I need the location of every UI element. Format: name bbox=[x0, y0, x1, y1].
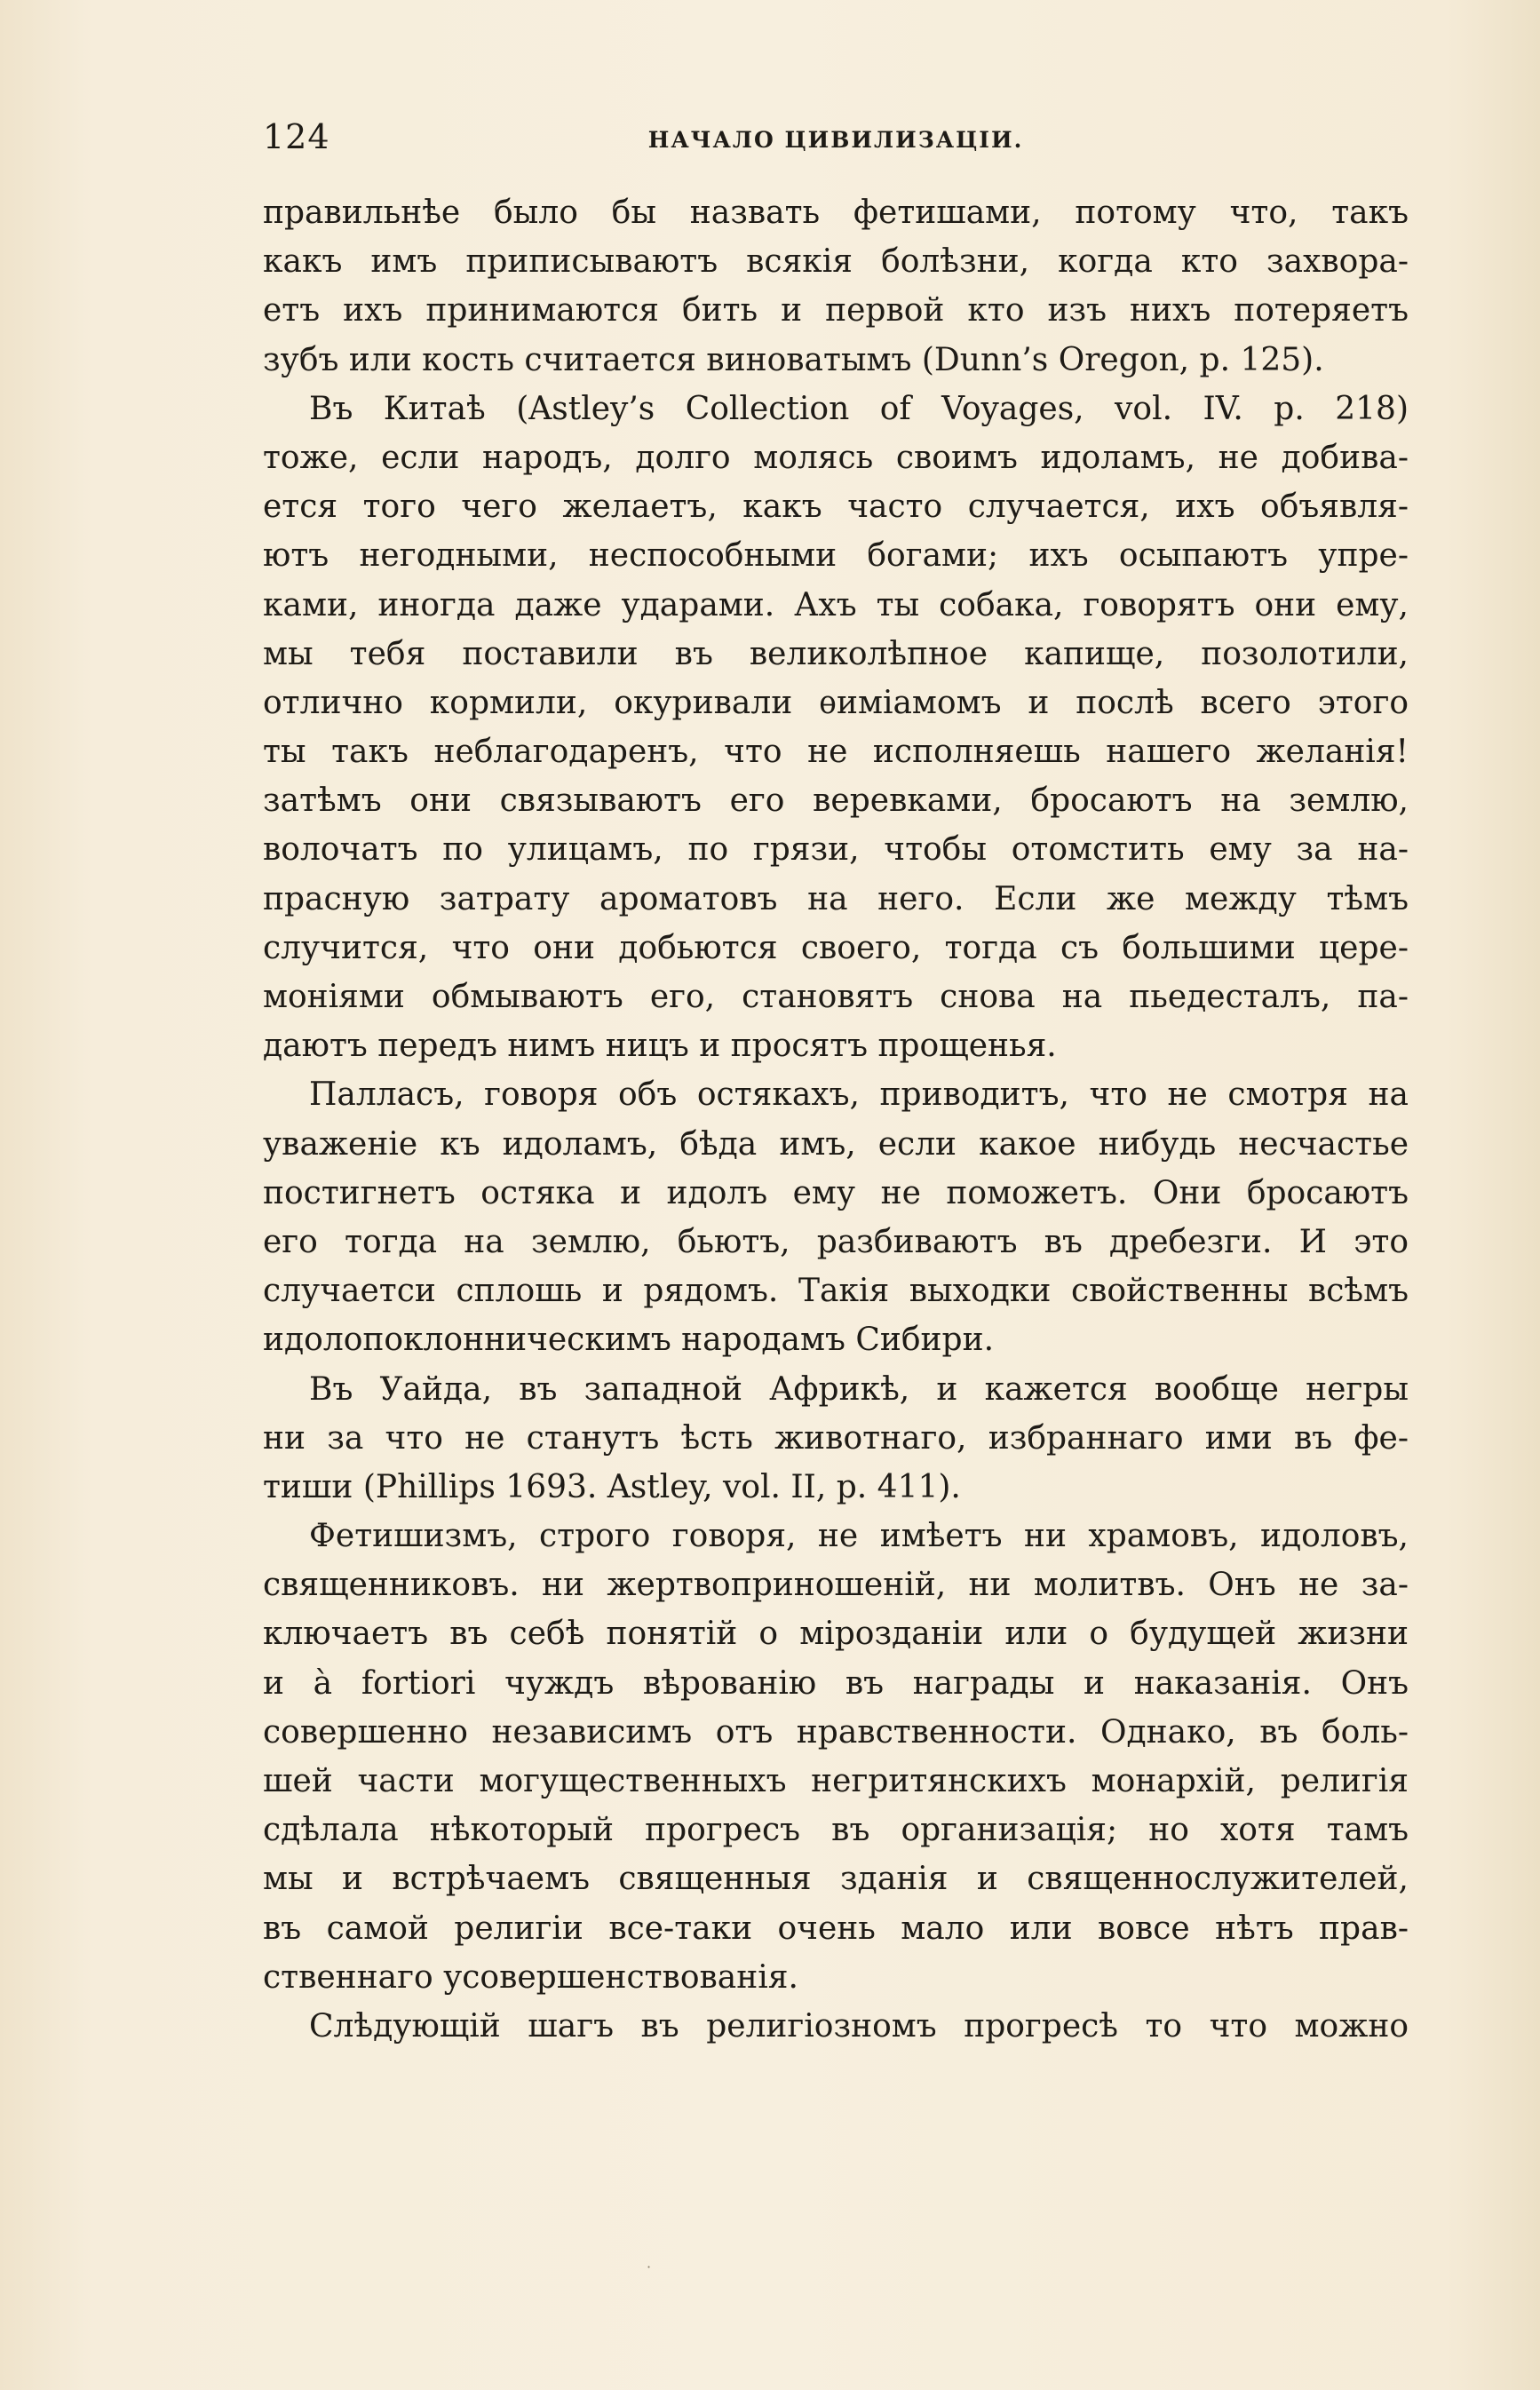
paragraph bbox=[263, 188, 1409, 385]
body-text bbox=[263, 188, 1409, 2051]
text-line: уваженіе къ идоламъ, бѣда имъ, если какое нибудь несчастье bbox=[263, 1125, 1409, 1163]
text-line: волочатъ по улицамъ, по грязи, чтобы отомстить ему за на- bbox=[263, 831, 1409, 869]
text-line: ками, иногда даже ударами. Ахъ ты собака, говорятъ они ему, bbox=[263, 586, 1409, 623]
text-line: ни за что не станутъ ѣсть животнаго, избраннаго ими въ фе- bbox=[263, 1419, 1409, 1457]
text-line: постигнетъ остяка и идолъ ему не поможетъ. Они бросаютъ bbox=[263, 1174, 1409, 1211]
paragraph bbox=[263, 1512, 1409, 2002]
text-line: какъ имъ приписываютъ всякія болѣзни, когда кто захвора- bbox=[263, 243, 1409, 281]
text-line: прасную затрату ароматовъ на него. Если же между тѣмъ bbox=[263, 880, 1409, 917]
paragraph bbox=[263, 1070, 1409, 1364]
text-line: правильнѣе было бы назвать фетишами, потому что, такъ bbox=[263, 195, 1409, 231]
text-line: идолопоклонническимъ народамъ Сибири. bbox=[263, 1322, 995, 1359]
text-line: тиши (Phillips 1693. Astley, vol. II, p. 411). bbox=[263, 1468, 961, 1505]
text-line: его тогда на землю, бьютъ, разбиваютъ въ дребезги. И это bbox=[263, 1223, 1409, 1260]
text-line: зубъ или кость считается виноватымъ (Dunn’s Oregon, p. 125). bbox=[263, 341, 1324, 378]
text-line: мы тебя поставили въ великолѣпное капище, позолотили, bbox=[263, 635, 1409, 672]
text-line: случаетси сплошь и рядомъ. Такія выходки свойственны всѣмъ bbox=[263, 1273, 1409, 1310]
text-line: ственнаго усовершенствованія. bbox=[263, 1958, 798, 1996]
text-line: Палласъ, говоря объ остякахъ, приводитъ, что не смотря на bbox=[309, 1076, 1409, 1114]
text-line: сдѣлала нѣкоторый прогресъ въ организація; но хотя тамъ bbox=[263, 1812, 1409, 1849]
text-line: моніями обмываютъ его, становятъ снова на пьедесталъ, па- bbox=[263, 979, 1409, 1015]
text-line: отлично кормили, окуривали ѳиміамомъ и послѣ всего этого bbox=[263, 684, 1409, 721]
text-line: етъ ихъ принимаются бить и первой кто изъ нихъ потеряетъ bbox=[263, 292, 1409, 330]
text-line: даютъ передъ нимъ ницъ и просятъ прощенья. bbox=[263, 1028, 1057, 1065]
page-header bbox=[263, 110, 1409, 163]
text-line: въ самой религіи все-таки очень мало или вовсе нѣтъ прав- bbox=[263, 1910, 1409, 1947]
text-line: Слѣдующій шагъ въ религіозномъ прогресѣ то что можно bbox=[309, 2007, 1409, 2045]
running-title: НАЧАЛО ЦИВИЛИЗАЦІИ. bbox=[647, 127, 1024, 153]
text-line: совершенно независимъ отъ нравственности. Однако, въ боль- bbox=[263, 1713, 1409, 1751]
page-number: 124 bbox=[263, 117, 330, 156]
text-line: ется того чего желаетъ, какъ часто случается, ихъ объявля- bbox=[263, 488, 1409, 526]
text-line: случится, что они добьются своего, тогда съ большими цере- bbox=[263, 929, 1409, 966]
paragraph bbox=[263, 2002, 1409, 2051]
text-line: затѣмъ они связываютъ его веревками, бросаютъ на землю, bbox=[263, 782, 1409, 820]
text-line: священниковъ. ни жертвоприношеній, ни молитвъ. Онъ не за- bbox=[263, 1567, 1409, 1604]
text-line: ты такъ неблагодаренъ, что не исполняешь нашего желанія! bbox=[263, 734, 1409, 771]
text-line: ютъ негодными, неспособными богами; ихъ осыпаютъ упре- bbox=[263, 537, 1409, 575]
print-speck: · bbox=[647, 2259, 652, 2275]
paragraph bbox=[263, 385, 1409, 1071]
text-line: и à fortiori чуждъ вѣрованію въ награды и наказанія. Онъ bbox=[263, 1664, 1409, 1702]
text-line: мы и встрѣчаемъ священныя зданія и священнослужителей, bbox=[263, 1861, 1409, 1898]
paragraph bbox=[263, 1365, 1409, 1513]
text-line: шей части могущественныхъ негритянскихъ монархій, религія bbox=[263, 1763, 1409, 1799]
text-line: Фетишизмъ, строго говоря, не имѣетъ ни храмовъ, идоловъ, bbox=[309, 1518, 1409, 1555]
text-line: Въ Китаѣ (Astley’s Collection of Voyages, vol. IV. p. 218) bbox=[309, 390, 1409, 427]
text-line: ключаетъ въ себѣ понятій о мірозданіи или о будущей жизни bbox=[263, 1616, 1409, 1653]
text-line: тоже, если народъ, долго молясь своимъ идоламъ, не добива- bbox=[263, 439, 1409, 476]
text-line: Въ Уайда, въ западной Африкѣ, и кажется вообще негры bbox=[309, 1370, 1409, 1408]
